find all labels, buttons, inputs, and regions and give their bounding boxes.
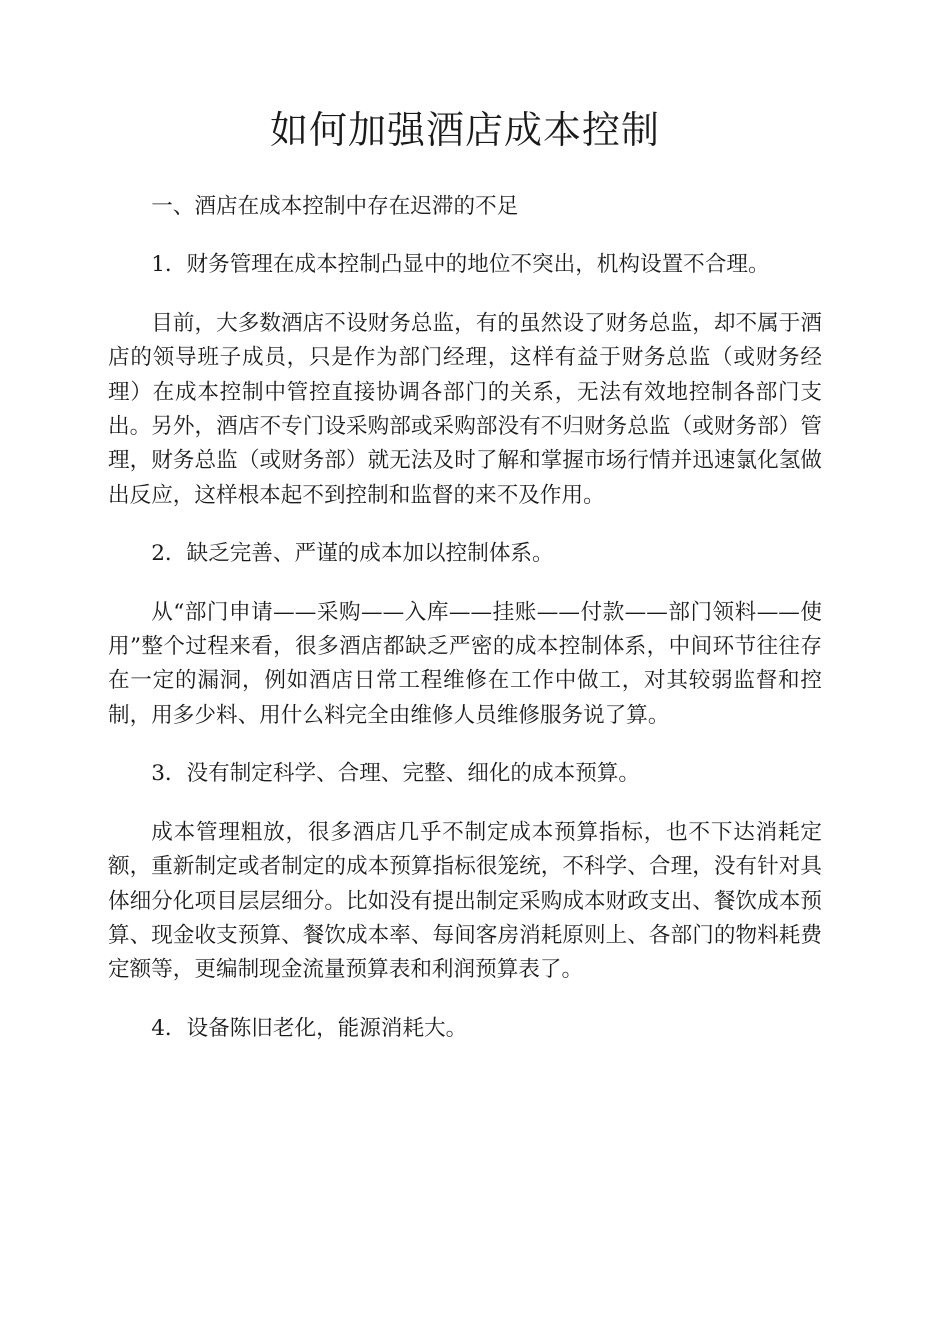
- body-paragraph-1: 目前，大多数酒店不设财务总监，有的虽然设了财务总监，却不属于酒店的领导班子成员，只是作为部门经理，这样有益于财务总监（或财务经理）在成本控制中管控直接协调各部门的关系，无法有效地控制各部门支出。另外，酒店不专门设采购部或采购部没有不归财务总监（或财务部）管理，财务总监（或财务部）就无法及时了解和掌握市场行情并迅速氯化氢做出反应，这样根本起不到控制和监督的来不及作用。: [108, 310, 822, 508]
- document-page: [108, 100, 822, 1070]
- subheading-3: 3．没有制定科学、合理、完整、细化的成本预算。: [151, 761, 640, 787]
- body-paragraph-3: 成本管理粗放，很多酒店几乎不制定成本预算指标，也不下达消耗定额，重新制定或者制定的成本预算指标很笼统，不科学、合理，没有针对具体细分化项目层层细分。比如没有提出制定采购成本财政支出、餐饮成本预算、现金收支预算、餐饮成本率、每间客房消耗原则上、各部门的物料耗费定额等，更编制现金流量预算表和利润预算表了。: [108, 819, 822, 983]
- section-heading: 一、酒店在成本控制中存在迟滞的不足: [151, 194, 519, 219]
- subheading-1: 1．财务管理在成本控制凸显中的地位不突出，机构设置不合理。: [151, 252, 770, 278]
- subheading-2: 2．缺乏完善、严谨的成本加以控制体系。: [151, 541, 554, 567]
- body-paragraph-2: 从“部门申请——采购——入库——挂账——付款——部门领料——使用”整个过程来看，很多酒店都缺乏严密的成本控制体系，中间环节往往存在一定的漏洞，例如酒店日常工程维修在工作中做工，对其较弱监督和控制，用多少料、用什么料完全由维修人员维修服务说了算。: [108, 599, 822, 728]
- subheading-4: 4．设备陈旧老化，能源消耗大。: [151, 1015, 468, 1041]
- document-title: 如何加强酒店成本控制: [269, 108, 660, 152]
